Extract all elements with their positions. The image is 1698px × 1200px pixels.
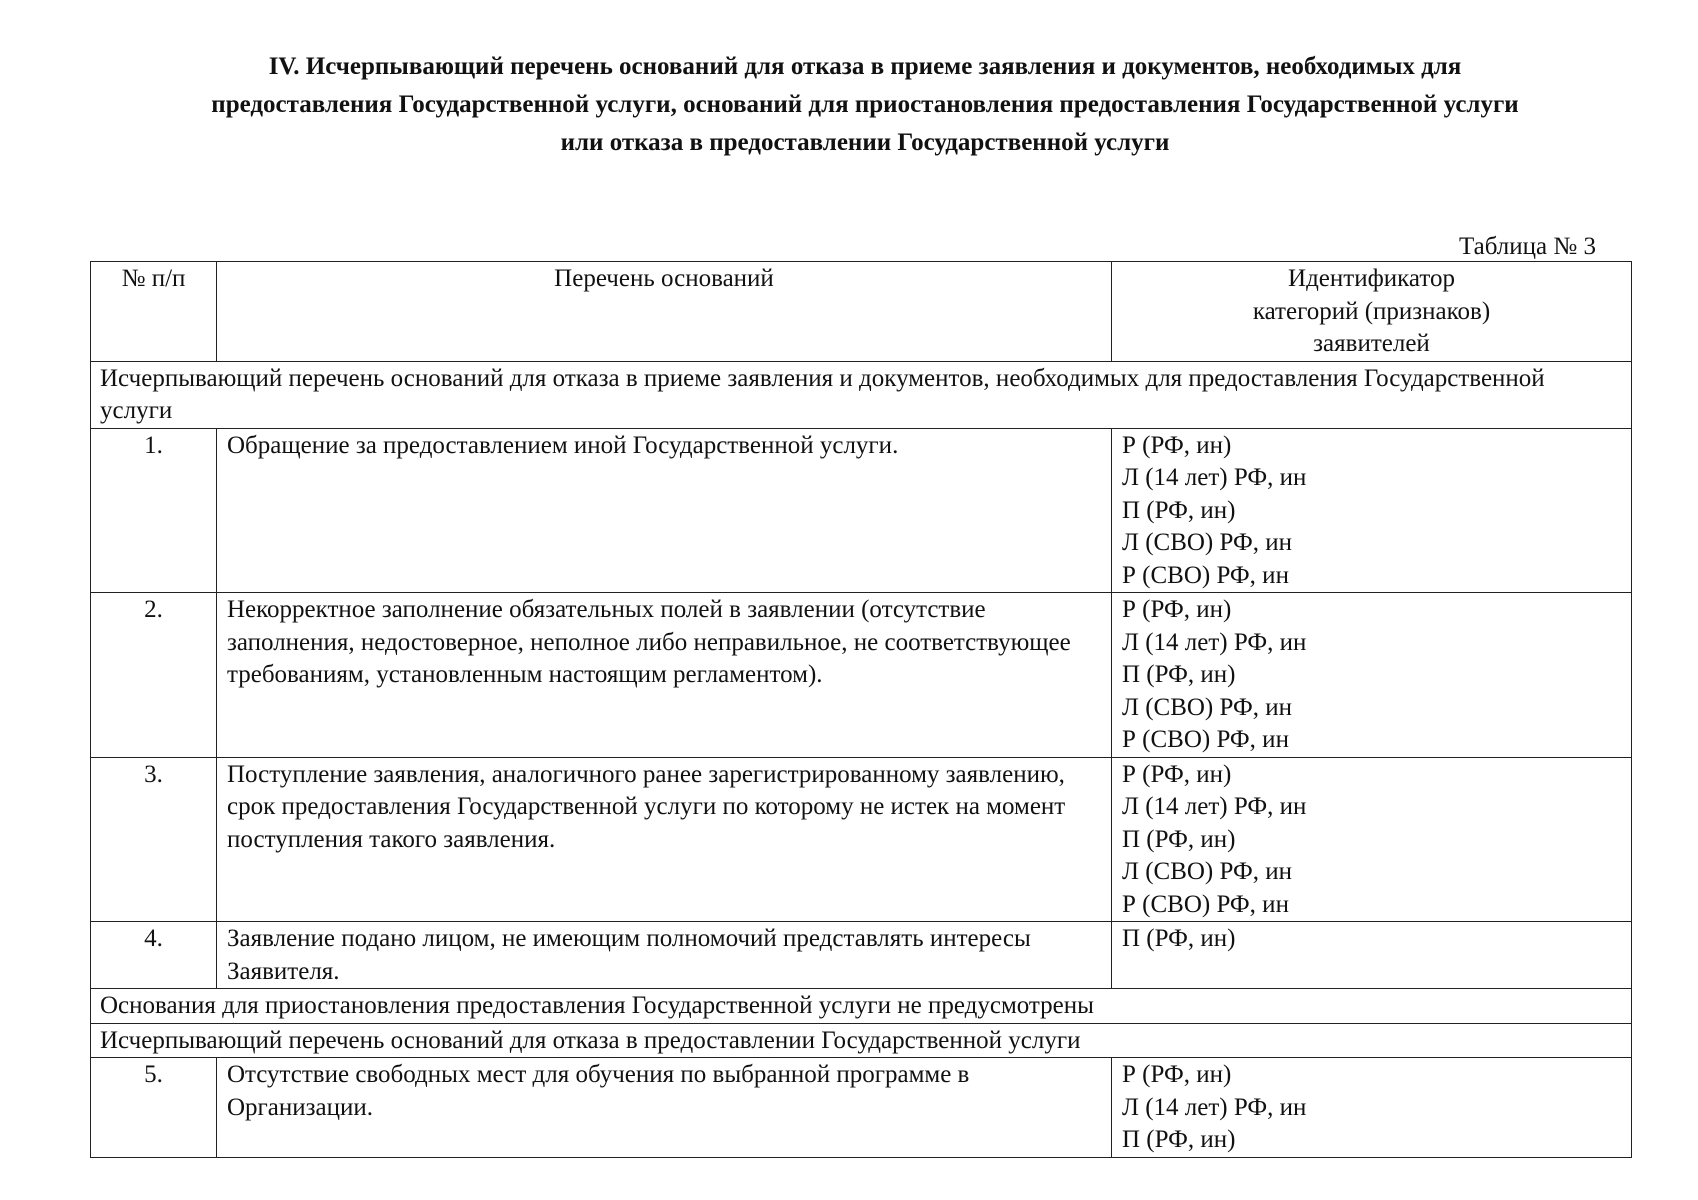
identifier-item: Л (СВО) РФ, ин [1122,693,1292,721]
identifier-item: П (РФ, ин) [1122,825,1236,853]
row-ground-text: Некорректное заполнение обязательных полей в заявлении (отсутствие заполнения, недостоверное, неполное либо неправильное, не соответствующее требованиям, установленным настоящим регламентом). [217,593,1112,758]
row-number: 2. [91,593,217,758]
row-identifiers [1112,428,1632,593]
table-row [91,922,1632,989]
identifier-item: Р (РФ, ин) [1122,1061,1232,1088]
row-number: 4. [91,922,217,989]
identifier-item: П (РФ, ин) [1122,496,1236,524]
section-heading [90,48,1640,162]
identifier-item: Л (14 лет) РФ, ин [1122,1093,1307,1121]
table-row [91,757,1632,922]
section-row [91,361,1632,428]
table-header-row [91,262,1632,362]
table-row [91,593,1632,758]
row-ground-text: Поступление заявления, аналогичного ранее зарегистрированному заявлению, срок предоставления Государственной услуги по которому не истек на момент поступления такого заявления. [217,757,1112,922]
identifier-item: Р (РФ, ин) [1122,760,1232,788]
row-identifiers [1112,922,1632,989]
row-identifiers [1112,593,1632,758]
section-title: Исчерпывающий перечень оснований для отказа в предоставлении Государственной услуги [91,1023,1632,1058]
row-number: 1. [91,428,217,593]
identifier-item: Л (СВО) РФ, ин [1122,858,1292,885]
identifier-item: Р (РФ, ин) [1122,431,1232,459]
row-number: 3. [91,757,217,922]
header-line: Идентификатор [1288,265,1455,292]
section-title: Основания для приостановления предоставления Государственной услуги не предусмотрены [91,989,1632,1024]
row-ground-text: Заявление подано лицом, не имеющим полномочий представлять интересы Заявителя. [217,922,1112,989]
table-caption: Таблица № 3 [1458,233,1596,260]
identifier-item: П (РФ, ин) [1122,925,1236,952]
identifier-item: П (РФ, ин) [1122,661,1236,688]
identifier-item: П (РФ, ин) [1122,1126,1236,1153]
identifier-item: Л (14 лет) РФ, ин [1122,464,1307,491]
identifier-item: Р (СВО) РФ, ин [1122,561,1289,589]
row-ground-text: Обращение за предоставлением иной Государственной услуги. [217,428,1112,593]
heading-line: или отказа в предоставлении Государственной услуги [560,129,1170,156]
identifier-item: Р (СВО) РФ, ин [1122,890,1289,918]
identifier-item: Л (СВО) РФ, ин [1122,529,1292,556]
section-row [91,1023,1632,1058]
header-line: категорий (признаков) [1252,297,1491,325]
column-header-identifier [1112,262,1632,362]
section-title: Исчерпывающий перечень оснований для отказа в приеме заявления и документов, необходимых для предоставления Государственной услуги [91,361,1632,428]
row-number: 5. [91,1058,217,1158]
section-row [91,989,1632,1024]
row-identifiers [1112,1058,1632,1158]
identifier-item: Р (СВО) РФ, ин [1122,726,1289,753]
heading-line: предоставления Государственной услуги, оснований для приостановления предоставления Государственной услуги [211,91,1519,118]
identifier-item: Л (14 лет) РФ, ин [1122,628,1307,656]
identifier-item: Р (РФ, ин) [1122,596,1232,623]
row-ground-text: Отсутствие свободных мест для обучения по выбранной программе в Организации. [217,1058,1112,1158]
header-line: заявителей [1313,330,1430,357]
row-identifiers [1112,757,1632,922]
table-row [91,428,1632,593]
grounds-table [90,261,1632,1158]
identifier-item: Л (14 лет) РФ, ин [1122,793,1307,820]
heading-line: IV. Исчерпывающий перечень оснований для отказа в приеме заявления и документов, необходимых для [268,53,1462,80]
column-header-grounds: Перечень оснований [217,262,1112,362]
column-header-num: № п/п [91,262,217,362]
table-row [91,1058,1632,1158]
